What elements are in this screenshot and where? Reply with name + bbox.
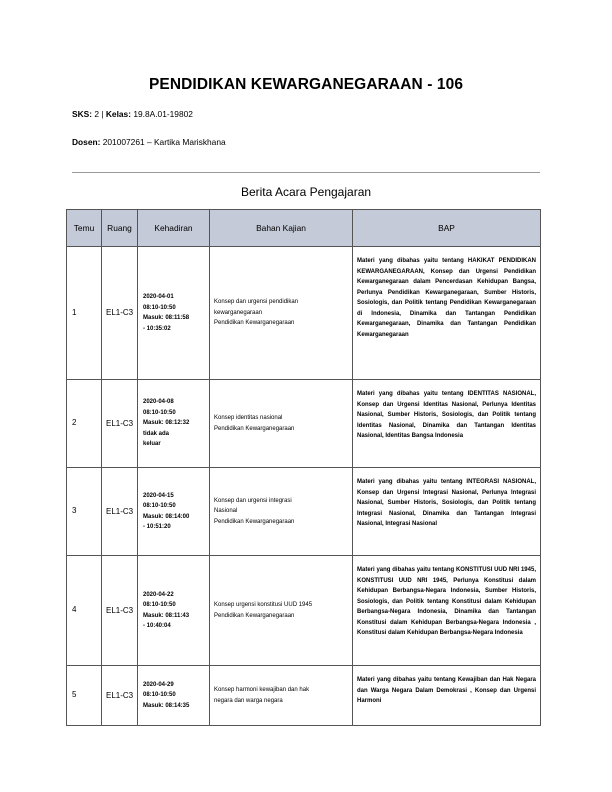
cell-bahan-kajian xyxy=(210,247,353,380)
bahan-kajian-line: Konsep identitas nasional xyxy=(214,415,283,421)
kehadiran-line: - 10:40:04 xyxy=(143,623,171,629)
bahan-kajian-line: Pendidikan Kewarganegaraan xyxy=(214,612,295,619)
bahan-kajian-line: Pendidikan Kewarganegaraan xyxy=(214,320,295,327)
kehadiran-line: - 10:51:20 xyxy=(143,524,171,530)
kehadiran-line: 08:10-10:50 xyxy=(143,304,176,311)
sks-label: SKS: xyxy=(72,109,93,119)
bahan-kajian-line: Konsep urgensi konstitusi UUD 1945 xyxy=(214,602,313,608)
section-title: Berita Acara Pengajaran xyxy=(240,185,372,199)
bahan-kajian-line: negara dan warga negara xyxy=(214,697,283,704)
cell-bahan-kajian xyxy=(210,468,353,556)
kehadiran-line: 08:10-10:50 xyxy=(143,409,176,416)
cell-kehadiran xyxy=(138,247,210,380)
kehadiran-line: 08:10-10:50 xyxy=(143,602,176,608)
cell-temu: 3 xyxy=(67,468,102,556)
cell-ruang: EL1-C3 xyxy=(102,380,138,468)
header-ruang: Ruang xyxy=(102,210,138,247)
kehadiran-line: 2020-04-15 xyxy=(143,492,174,499)
bahan-kajian-line: Konsep dan urgensi pendidikan xyxy=(214,299,299,306)
kehadiran-line: Masuk: 08:12:32 xyxy=(143,420,190,427)
kelas-label: Kelas: xyxy=(105,109,131,119)
cell-bahan-kajian xyxy=(210,556,353,666)
cell-temu: 2 xyxy=(67,380,102,468)
cell-bahan-kajian xyxy=(210,380,353,468)
cell-bap: Materi yang dibahas yaitu tentang KONSTITUSI UUD NRI 1945, KONSTITUSI UUD NRI 1945, Perlunya Konstitusi dalam Kehidupan Berbangsa-Negara Indonesia, Sumber Historis, Sosiologis, dan Politik tentang Konstitusi dalam Kehidupan Berbangsa-Negara Indonesia, Dinamika dan Tantangan Konstitusi dalam Kehidupan Berbangsa-Negara Indonesia , Konstitusi dalam Kehidupan Berbangsa-Negara Indonesia xyxy=(353,556,541,666)
table-body xyxy=(67,247,541,726)
cell-temu: 1 xyxy=(67,247,102,380)
kehadiran-line: 08:10-10:50 xyxy=(143,503,176,509)
bahan-kajian-line: Pendidikan Kewarganegaraan xyxy=(214,518,295,525)
table-row xyxy=(67,556,541,666)
kehadiran-line: Masuk: 08:14:00 xyxy=(143,513,190,520)
cell-bap: Materi yang dibahas yaitu tentang HAKIKAT PENDIDIKAN KEWARGANEGARAAN, Konsep dan Urgensi Pendidikan Kewarganegaraan dalam Pencerdasan Kehidupan Bangsa, Perlunya Pendidikan Kewarganegaraan, Sumber Historis, Sosiologis, dan Politik tentang Pendidikan Kewarganegaraan di Indonesia, Dinamika dan Tantangan Pendidikan Kewarganegaraan, Dinamika dan Tantangan Pendidikan Kewarganegaraan xyxy=(353,247,541,380)
cell-kehadiran xyxy=(138,556,210,666)
kehadiran-line: keluar xyxy=(143,441,161,448)
course-meta xyxy=(72,109,193,119)
teaching-record-table xyxy=(66,209,541,726)
table-row xyxy=(67,247,541,380)
cell-ruang: EL1-C3 xyxy=(102,666,138,726)
kelas-value: 19.8A.01-19802 xyxy=(133,109,193,119)
dosen-label: Dosen: xyxy=(72,137,101,147)
cell-kehadiran xyxy=(138,468,210,556)
kehadiran-line: Masuk: 08:14:35 xyxy=(143,702,190,709)
kehadiran-line: - 10:35:02 xyxy=(143,325,171,332)
header-bahan-kajian: Bahan Kajian xyxy=(210,210,353,247)
table-row xyxy=(67,666,541,726)
document-title: PENDIDIKAN KEWARGANEGARAAN - 106 xyxy=(148,76,464,93)
header-bap: BAP xyxy=(353,210,541,247)
cell-temu: 4 xyxy=(67,556,102,666)
kehadiran-line: 2020-04-08 xyxy=(143,399,174,406)
header-kehadiran: Kehadiran xyxy=(138,210,210,247)
cell-temu: 5 xyxy=(67,666,102,726)
bahan-kajian-line: Konsep dan urgensi integrasi xyxy=(214,497,292,504)
kehadiran-line: Masuk: 08:11:58 xyxy=(143,315,190,321)
meta-separator: | xyxy=(101,109,104,119)
kehadiran-line: tidak ada xyxy=(143,430,170,437)
bahan-kajian-line: kewarganegaraan xyxy=(214,309,263,316)
kehadiran-line: 2020-04-22 xyxy=(143,591,174,598)
cell-kehadiran xyxy=(138,380,210,468)
dosen-value: 201007261 – Kartika Mariskhana xyxy=(102,137,226,147)
sks-value: 2 xyxy=(94,109,100,119)
cell-bap: Materi yang dibahas yaitu tentang IDENTITAS NASIONAL, Konsep dan Urgensi Identitas Nasional, Perlunya Identitas Nasional, Sumber Historis, Sosiologis, dan Politik tentang Identitas Nasional, Dinamika dan Tantangan Identitas Nasional, Identitas Bangsa Indonesia xyxy=(353,380,541,468)
header-temu: Temu xyxy=(67,210,102,247)
kehadiran-line: 2020-04-01 xyxy=(143,294,174,300)
cell-ruang: EL1-C3 xyxy=(102,468,138,556)
cell-bahan-kajian xyxy=(210,666,353,726)
bahan-kajian-line: Nasional xyxy=(214,508,238,515)
cell-bap: Materi yang dibahas yaitu tentang Kewajiban dan Hak Negara dan Warga Negara Dalam Demokrasi , Konsep dan Urgensi Harmoni xyxy=(353,666,541,726)
table-header-row xyxy=(67,210,541,247)
bahan-kajian-line: Pendidikan Kewarganegaraan xyxy=(214,425,295,432)
divider xyxy=(72,172,540,173)
cell-ruang: EL1-C3 xyxy=(102,247,138,380)
kehadiran-line: Masuk: 08:11:43 xyxy=(143,612,190,619)
cell-kehadiran xyxy=(138,666,210,726)
table-row xyxy=(67,468,541,556)
lecturer-meta xyxy=(72,137,226,147)
cell-bap: Materi yang dibahas yaitu tentang INTEGRASI NASIONAL, Konsep dan Urgensi Integrasi Nasional, Perlunya Integrasi Nasional, Sumber Historis, Sosiologis, dan Politik tentang Integrasi Nasional, Dinamika dan Tantangan Integrasi Nasional, Integrasi Nasional xyxy=(353,468,541,556)
cell-ruang: EL1-C3 xyxy=(102,556,138,666)
table-row xyxy=(67,380,541,468)
kehadiran-line: 2020-04-29 xyxy=(143,681,174,688)
kehadiran-line: 08:10-10:50 xyxy=(143,692,176,699)
bahan-kajian-line: Konsep harmoni kewajiban dan hak xyxy=(214,687,310,693)
